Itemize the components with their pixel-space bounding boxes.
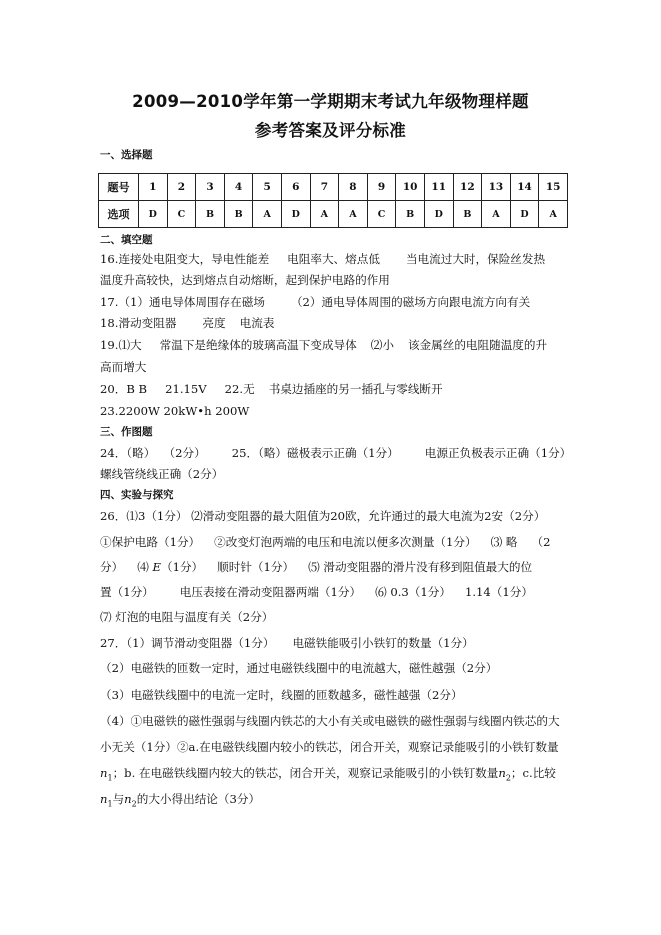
answer-text: 27．（1）调节滑动变阻器（1分） xyxy=(100,636,275,650)
answer-text: ①保护电路（1分） xyxy=(100,535,201,549)
answer-cell: A xyxy=(253,201,282,228)
answer-text: E xyxy=(152,560,161,574)
answer-text: 温度升高较快，达到熔点自动熔断，起到保护电路的作用 xyxy=(100,273,390,287)
section-heading-drawing: 三、作图题 xyxy=(100,426,153,438)
answer-text: 分） xyxy=(100,560,124,574)
answer-text: 顺时针（1分） xyxy=(217,560,295,574)
question-number: 9 xyxy=(367,174,396,201)
variable-subscript: 2 xyxy=(505,773,511,783)
answer-cell: A xyxy=(482,201,511,228)
answer-table xyxy=(98,173,568,228)
variable-n: n xyxy=(100,766,108,780)
question-number: 10 xyxy=(396,174,425,201)
answer-line-q26-1 xyxy=(100,509,545,524)
page-title: 2009—2010学年第一学期期末考试九年级物理样题 xyxy=(132,92,529,111)
variable-subscript: 1 xyxy=(107,773,113,783)
answer-line-q19-cont xyxy=(100,360,146,375)
variable-subscript: 1 xyxy=(107,799,113,809)
question-number: 4 xyxy=(224,174,253,201)
answer-cell: C xyxy=(167,201,196,228)
answer-line-q27-5 xyxy=(100,766,556,785)
answer-text: ；b. 在电磁铁线圈内较大的铁芯，闭合开关，观察记录能吸引的小铁钉数量 xyxy=(112,766,499,780)
question-number: 5 xyxy=(253,174,282,201)
answer-line-q27-4 xyxy=(100,714,560,729)
answer-line-q26-4 xyxy=(100,585,533,600)
answer-text: 19.⑴大 xyxy=(100,338,142,352)
page-subtitle: 参考答案及评分标准 xyxy=(254,121,407,140)
answer-text: 电压表接在滑动变阻器两端（1分） xyxy=(179,585,362,599)
question-number: 7 xyxy=(310,174,339,201)
answer-text: 书桌边插座的另一插孔与零线断开 xyxy=(268,382,443,396)
row-label-number: 题号 xyxy=(99,174,139,201)
answer-text: 21.15V xyxy=(165,382,207,396)
answer-text: 置（1分） xyxy=(100,585,154,599)
answer-cell: C xyxy=(367,201,396,228)
answer-cell: B xyxy=(453,201,482,228)
row-label-answer: 选项 xyxy=(99,201,139,228)
answer-line-q27-2 xyxy=(100,661,497,676)
answer-cell: A xyxy=(310,201,339,228)
answer-cell: A xyxy=(339,201,368,228)
answer-text: （2）电磁铁的匝数一定时，通过电磁铁线圈中的电流越大，磁性越强（2分） xyxy=(100,661,498,675)
answer-text: 的大小得出结论（3分） xyxy=(136,792,261,806)
answer-text: （2）通电导体周围的磁场方向跟电流方向有关 xyxy=(290,295,531,309)
section-heading-experiment: 四、实验与探究 xyxy=(100,489,174,501)
question-number: 8 xyxy=(339,174,368,201)
question-number: 11 xyxy=(424,174,453,201)
answer-line-q27-3 xyxy=(100,688,463,703)
answer-line-q19 xyxy=(100,338,547,353)
answer-text: （3）电磁铁线圈中的电流一定时，线圈的匝数越多，磁性越强（2分） xyxy=(100,688,463,702)
answer-text: 与 xyxy=(112,792,125,806)
answer-text: 小无关（1分）②a.在电磁铁线圈内较小的铁芯，闭合开关，观察记录能吸引的小铁钉数量 xyxy=(100,740,559,754)
answer-text: 18.滑动变阻器 xyxy=(100,316,177,330)
answer-cell: D xyxy=(281,201,310,228)
answer-text: 电流表 xyxy=(239,316,275,330)
question-number: 13 xyxy=(482,174,511,201)
answer-line-q27-6 xyxy=(100,792,260,811)
variable-n: n xyxy=(124,792,132,806)
answer-text: ⑶ 略 xyxy=(490,535,518,549)
answer-text: 17.（1）通电导体周围存在磁场 xyxy=(100,295,265,309)
answer-text: 1.14（1分） xyxy=(464,585,533,599)
answer-line-q23 xyxy=(100,404,249,419)
answer-cell: B xyxy=(196,201,225,228)
answer-line-q25-cont xyxy=(100,467,223,482)
variable-n: n xyxy=(100,792,108,806)
question-number: 14 xyxy=(510,174,539,201)
variable-n: n xyxy=(498,766,506,780)
question-number: 12 xyxy=(453,174,482,201)
answer-line-q26-3 xyxy=(100,560,532,575)
answer-text: 电磁铁能吸引小铁钉的数量（1分） xyxy=(292,636,474,650)
question-number-row xyxy=(99,174,568,201)
answer-text: ；c.比较 xyxy=(510,766,556,780)
answer-line-q16 xyxy=(100,252,545,267)
answer-cell: A xyxy=(539,201,568,228)
answer-cell: D xyxy=(139,201,168,228)
question-number: 6 xyxy=(281,174,310,201)
answer-text: ②改变灯泡两端的电压和电流以便多次测量（1分） xyxy=(214,535,477,549)
answer-text: 该金属丝的电阻随温度的升 xyxy=(407,338,548,352)
answer-text: ⑺ 灯泡的电阻与温度有关（2分） xyxy=(100,610,274,624)
question-number: 1 xyxy=(139,174,168,201)
answer-text: 23.2200W 20kW•h 200W xyxy=(100,404,250,418)
answer-text: ⑹ 0.3（1分） xyxy=(375,585,451,599)
answer-text: 16.连接处电阻变大，导电性能差 xyxy=(100,252,270,266)
question-number: 3 xyxy=(196,174,225,201)
answer-text: 亮度 xyxy=(202,316,226,330)
question-number: 2 xyxy=(167,174,196,201)
answer-cell: B xyxy=(396,201,425,228)
answer-line-q18 xyxy=(100,316,274,331)
answer-cell: B xyxy=(224,201,253,228)
answer-text: 26．⑴3（1分） ⑵滑动变阻器的最大阻值为20欧，允许通过的最大电流为2安（2分） xyxy=(100,509,546,523)
variable-subscript: 2 xyxy=(131,799,137,809)
answer-text: （4）①电磁铁的磁性强弱与线圈内铁芯的大小有关或电磁铁的磁性强弱与线圈内铁芯的大 xyxy=(100,714,560,728)
answer-text: （1分） xyxy=(160,560,204,574)
answer-text: 电源正负极表示正确（1分） xyxy=(424,446,572,460)
answer-cell: D xyxy=(510,201,539,228)
answer-line-q24-25 xyxy=(100,446,571,461)
answer-text: 高而增大 xyxy=(100,360,147,374)
answer-text: ⑵小 xyxy=(370,338,394,352)
answer-text: 当电流过大时，保险丝发热 xyxy=(405,252,546,266)
answer-text: （2 xyxy=(531,535,551,549)
answer-row xyxy=(99,201,568,228)
answer-line-q16-cont xyxy=(100,273,390,288)
answer-line-q26-5 xyxy=(100,610,273,625)
answer-line-q17 xyxy=(100,295,530,310)
answer-text: 电阻率大、熔点低 xyxy=(287,252,380,266)
section-heading-fill: 二、填空题 xyxy=(100,234,153,246)
answer-text: 22.无 xyxy=(224,382,255,396)
answer-line-q26-2 xyxy=(100,535,550,550)
answer-text: ⑷ xyxy=(137,560,149,574)
section-heading-choice: 一、选择题 xyxy=(100,149,153,161)
answer-text: ⑸ 滑动变阻器的滑片没有移到阻值最大的位 xyxy=(308,560,533,574)
answer-text: 20．B B xyxy=(100,382,148,396)
answer-line-q20-22 xyxy=(100,382,443,397)
answer-cell: D xyxy=(424,201,453,228)
answer-text: （2分） xyxy=(169,446,206,460)
question-number: 15 xyxy=(539,174,568,201)
answer-text: 螺线管绕线正确（2分） xyxy=(100,467,224,481)
answer-text: 常温下是绝缘体的玻璃高温下变成导体 xyxy=(159,338,357,352)
answer-line-q27-4-cont xyxy=(100,740,559,755)
answer-line-q27-1 xyxy=(100,636,474,651)
answer-text: 25．（略）磁极表示正确（1分） xyxy=(231,446,399,460)
answer-text: 24．（略） xyxy=(100,446,156,460)
